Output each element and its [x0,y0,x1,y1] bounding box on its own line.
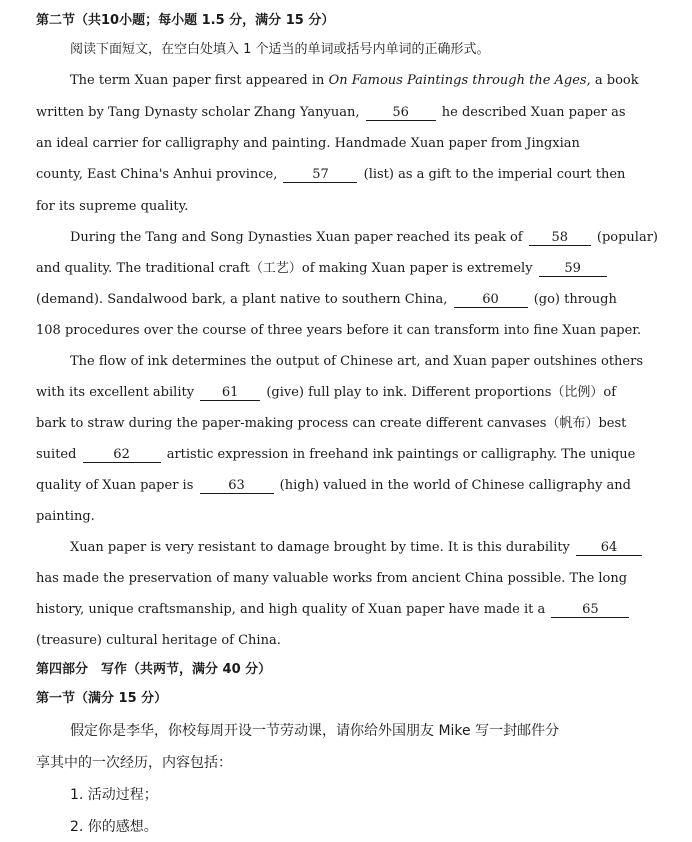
text-span: (give) full play to ink. Different proportions（比例）of [262,385,617,400]
passage-line [36,384,616,402]
text-span: (demand). Sandalwood bark, a plant native to southern China, [36,292,452,307]
text-span: artistic expression in freehand ink paintings or calligraphy. The unique [162,447,636,462]
text-span: county, East China's Anhui province, [36,167,282,182]
passage-line: The flow of ink determines the output of Chinese art, and Xuan paper outshines others [70,354,643,369]
passage-line: (treasure) cultural heritage of China. [36,633,281,648]
passage-line: painting. [36,509,95,524]
text-span: The term Xuan paper first appeared in [70,73,329,88]
text-span: with its excellent ability [36,385,199,400]
passage-line [70,72,639,90]
passage-line [36,166,625,184]
text-span: Xuan paper is very resistant to damage brought by time. It is this durability [70,540,575,555]
blank-56[interactable]: 56 [366,106,436,121]
writing-prompt: 假定你是李华，你校每周开设一节劳动课，请你给外国朋友 Mike 写一封邮件分 [70,723,560,739]
book-title: On Famous Paintings through the Ages [328,73,587,88]
passage-line [36,291,617,309]
blank-62[interactable]: 62 [83,448,161,463]
passage-line [36,601,631,619]
section2-instruction: 阅读下面短文，在空白处填入 1 个适当的单词或括号内单词的正确形式。 [70,42,490,57]
text-span: written by Tang Dynasty scholar Zhang Yanyuan, [36,105,364,120]
passage-line [70,539,644,557]
text-span: (high) valued in the world of Chinese calligraphy and [275,478,632,493]
text-span: (list) as a gift to the imperial court then [359,167,626,182]
blank-59[interactable]: 59 [539,262,607,277]
text-span: During the Tang and Song Dynasties Xuan paper reached its peak of [70,230,527,245]
passage-line: bark to straw during the paper-making process can create different canvases（帆布）best [36,416,627,431]
passage-line [36,104,626,122]
section2-title: 第二节（共10小题；每小题 1.5 分，满分 15 分） [36,13,335,28]
part4-section1-title: 第一节（满分 15 分） [36,691,168,706]
blank-58[interactable]: 58 [529,231,591,246]
blank-64[interactable]: 64 [576,541,642,556]
writing-prompt: 享其中的一次经历，内容包括： [36,755,232,771]
text-span: and quality. The traditional craft（工艺）of making Xuan paper is extremely [36,261,537,276]
passage-line [36,477,631,495]
blank-61[interactable]: 61 [200,386,260,401]
passage-line [70,229,658,247]
writing-item-2: 2. 你的感想。 [70,819,158,835]
passage-line [36,260,609,278]
text-span: , a book [586,73,639,88]
text-span: he described Xuan paper as [437,105,626,120]
passage-line: has made the preservation of many valuable works from ancient China possible. The long [36,571,628,586]
blank-60[interactable]: 60 [454,293,528,308]
part4-title: 第四部分 写作（共两节，满分 40 分） [36,662,272,677]
text-span: quality of Xuan paper is [36,478,198,493]
blank-57[interactable]: 57 [283,168,357,183]
blank-63[interactable]: 63 [200,479,274,494]
writing-item-1: 1. 活动过程； [70,787,158,803]
passage-line: an ideal carrier for calligraphy and painting. Handmade Xuan paper from Jingxian [36,136,580,151]
blank-65[interactable]: 65 [551,603,629,618]
passage-line: 108 procedures over the course of three years before it can transform into fine Xuan paper. [36,323,642,338]
text-span: suited [36,447,81,462]
text-span: (popular) [592,230,658,245]
text-span: (go) through [529,292,617,307]
passage-line: for its supreme quality. [36,199,189,214]
passage-line [36,446,635,464]
text-span: history, unique craftsmanship, and high quality of Xuan paper have made it a [36,602,550,617]
